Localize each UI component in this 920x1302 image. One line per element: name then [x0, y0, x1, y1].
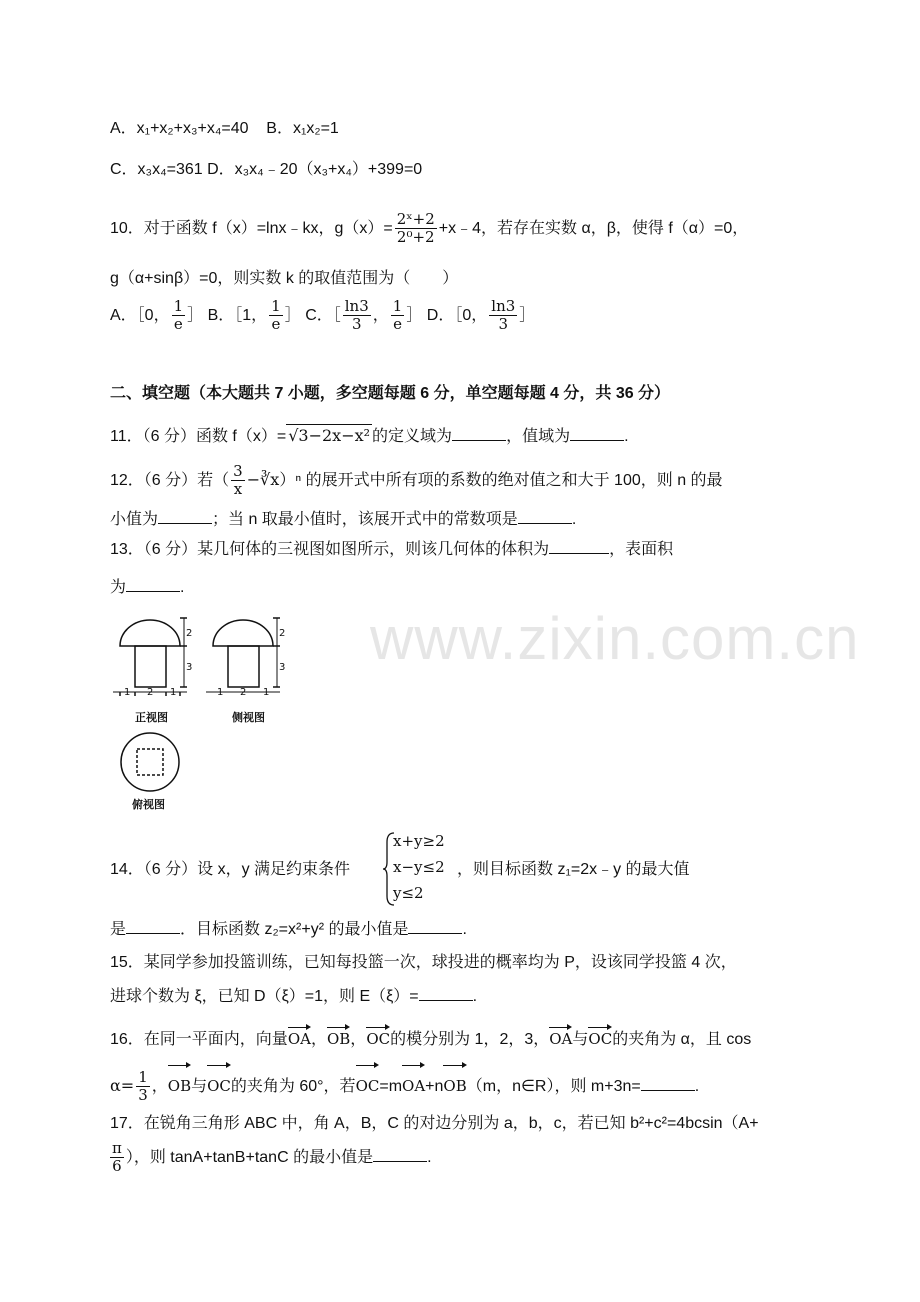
front-dim-mid: 2 — [147, 687, 154, 698]
q17-blank[interactable] — [373, 1147, 427, 1162]
q14-constraint-3: y≤2 — [393, 884, 424, 902]
side-dim-body: 3 — [279, 662, 286, 673]
q11-sqrt: √3−2x−x² — [288, 426, 371, 445]
q10-option-b[interactable]: B．［1， $\frac{1}{e}$ ］ — [207, 297, 301, 334]
q13-line2: 为 . — [110, 579, 185, 596]
q13-blank-1[interactable] — [549, 539, 609, 554]
q17-line2: $\frac{\pi}{6}$ ），则 tanA+tanB+tanC 的最小值是 . — [112, 1139, 432, 1176]
q15: 15．某同学参加投篮训练，已知每投篮一次，球投进的概率均为 P，设该同学投篮 4 次， — [110, 954, 737, 971]
q10-text-3: g（α+sinβ）=0，则实数 k 的取值范围为（ ） — [110, 270, 459, 287]
q14-blank-1[interactable] — [126, 919, 180, 934]
q10-option-c[interactable]: C．［ $\frac{\ln 3}{3}$ ， $\frac{1}{e}$ ］ — [305, 297, 423, 334]
q14-constraint-1: x+y≥2 — [393, 832, 445, 850]
vector-oc: OC — [366, 1030, 391, 1048]
front-dim-left: 1 — [124, 687, 131, 698]
top-view-dashed-square — [137, 749, 163, 775]
q11-blank-1[interactable] — [452, 426, 506, 441]
q13-blank-2[interactable] — [126, 577, 180, 592]
q12-blank-1[interactable] — [158, 509, 212, 524]
q9-option-b[interactable]: B．x₁x₂=1 — [266, 120, 339, 137]
q9-options-ab — [110, 118, 339, 140]
q12-fraction: $\frac{3}{x}$ — [233, 462, 243, 499]
q13: 13．（6 分）某几何体的三视图如图所示，则该几何体的体积为 ，表面积 — [110, 541, 674, 558]
q10-stem — [110, 210, 748, 248]
q12-line2: 小值为 ；当 n 取最小值时，该展开式中的常数项是 . — [110, 511, 577, 528]
q9-option-d[interactable]: D．x₃x₄﹣20（x₃+x₄）+399=0 — [207, 161, 423, 178]
q14: 14．（6 分）设 x，y 满足约束条件 — [110, 861, 351, 878]
front-dim-top: 2 — [186, 628, 193, 639]
side-view-caption: 侧视图 — [232, 711, 265, 724]
q14-post: ，则目标函数 z₁=2x﹣y 的最大值 — [457, 861, 690, 878]
front-view-body — [135, 646, 166, 687]
section-heading: 二、填空题（本大题共 7 小题，多空题每题 6 分，单空题每题 4 分，共 36 分） — [110, 385, 671, 402]
q14-line2: 是 ．目标函数 z₂=x²+y² 的最小值是 . — [110, 921, 467, 938]
q10-stem-2 — [110, 268, 458, 290]
side-dim-left: 1 — [217, 687, 224, 698]
q10-text-1: 10．对于函数 f（x）=lnx﹣kx，g（x）= — [110, 220, 393, 237]
q9-option-c[interactable]: C．x₃x₄=361 — [110, 161, 203, 178]
side-view-dome — [213, 620, 273, 646]
q10-fraction: $\frac{\text{2ˣ+2}}{\text{2⁰+2}}$ — [396, 210, 435, 247]
q17: 17．在锐角三角形 ABC 中，角 A，B，C 的对边分别为 a，b，c，若已知 b²+c²=4bcsin（A+ — [110, 1115, 759, 1132]
q10-options — [110, 296, 535, 336]
q10-text-2: +x﹣4，若存在实数 α，β，使得 f（α）=0， — [438, 220, 749, 237]
q11: 11．（6 分）函数 f（x）= √3−2x−x² 的定义域为 ，值域为 . — [110, 426, 629, 445]
three-view-figure — [105, 612, 295, 812]
q16-line2: α= $\frac{1}{3}$ ，OB与OC的夹角为 60°，若OC=mOA+nOB（m，n∈R），则 m+3n= . — [110, 1066, 699, 1107]
side-dim-top: 2 — [279, 628, 286, 639]
side-dim-mid: 2 — [240, 687, 247, 698]
q9-options-cd — [110, 159, 422, 181]
q10-option-d[interactable]: D．［0， $\frac{\ln 3}{3}$ ］ — [426, 297, 536, 334]
q15-blank[interactable] — [419, 986, 473, 1001]
vector-oa: OA — [287, 1030, 311, 1048]
vector-ob: OB — [326, 1030, 351, 1048]
q14-constraint-2: x−y≤2 — [393, 858, 445, 876]
q12-blank-2[interactable] — [518, 509, 572, 524]
front-dim-body: 3 — [186, 662, 193, 673]
top-view-caption: 俯视图 — [132, 798, 165, 811]
top-view-circle — [121, 733, 179, 791]
side-view-body — [228, 646, 259, 687]
q16: 16．在同一平面内，向量OA，OB，OC的模分别为 1，2，3，OA与OC的夹角为 α，且 cos — [110, 1030, 752, 1048]
q10-option-a[interactable]: A．［0， $\frac{1}{e}$ ］ — [110, 297, 204, 334]
q11-blank-2[interactable] — [570, 426, 624, 441]
q16-blank[interactable] — [641, 1076, 695, 1091]
watermark: www.zixin.com.cn — [370, 605, 860, 672]
front-dim-right: 1 — [170, 687, 177, 698]
q9-option-a[interactable]: A．x₁+x₂+x₃+x₄=40 — [110, 120, 249, 137]
front-view-caption: 正视图 — [135, 711, 168, 724]
side-dim-right: 1 — [263, 687, 270, 698]
q15-line2: 进球个数为 ξ，已知 D（ξ）=1，则 E（ξ）= . — [110, 988, 478, 1005]
q14-blank-2[interactable] — [408, 919, 462, 934]
q12: 12．（6 分）若（ $\frac{3}{x}$ −∛x）ⁿ 的展开式中所有项的系数的绝对值之和大于 100，则 n 的最 — [110, 462, 723, 499]
front-view-dome — [120, 620, 180, 646]
